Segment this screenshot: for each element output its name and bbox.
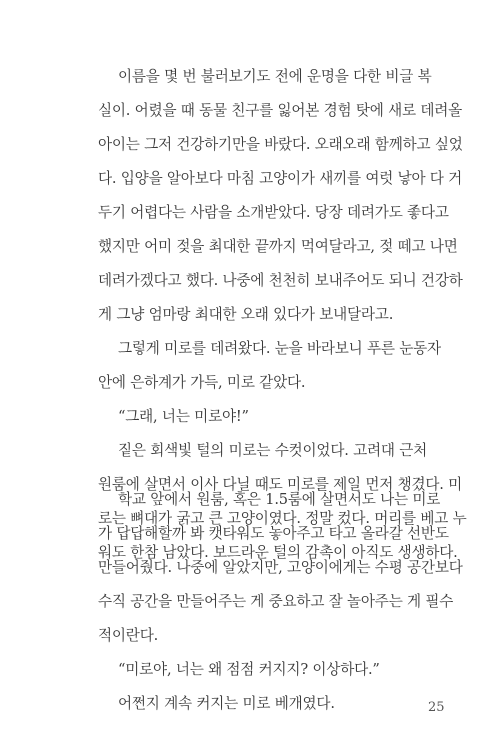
text-line: 안에 은하계가 가득, 미로 같았다. xyxy=(98,374,306,391)
text-line: 게 그냥 엄마랑 최대한 오래 있다가 보내달라고. xyxy=(98,306,394,323)
text-line: 만들어줬다. 나중에 알았지만, 고양이에게는 수평 공간보다 xyxy=(98,559,463,576)
text-line: 수직 공간을 만들어주는 게 중요하고 잘 놀아주는 게 필수 xyxy=(98,593,454,610)
text-line: 짙은 회색빛 털의 미로는 수컷이었다. 고려대 근처 xyxy=(118,442,428,459)
paragraph-block-2 xyxy=(98,483,467,721)
text-line: “미로야, 너는 왜 점점 커지지? 이상하다.” xyxy=(118,661,380,678)
page-number: 25 xyxy=(428,700,445,715)
text-line: 데려가겠다고 했다. 나중에 천천히 보내주어도 되니 건강하 xyxy=(98,272,463,289)
text-line: 했지만 어미 젖을 최대한 끝까지 먹여달라고, 젖 떼고 나면 xyxy=(98,238,458,255)
text-line: 어쩐지 계속 커지는 미로 베개였다. xyxy=(118,695,335,712)
text-line: 학교 앞에서 원룸, 혹은 1.5룸에 살면서도 나는 미로 xyxy=(118,491,441,508)
text-line: 다. 입양을 알아보다 마침 고양이가 새끼를 여럿 낳아 다 거 xyxy=(98,170,463,187)
text-line: “그래, 너는 미로야!” xyxy=(118,408,249,425)
text-line: 이름을 몇 번 불러보기도 전에 운명을 다한 비글 복 xyxy=(118,68,432,85)
text-line: 그렇게 미로를 데려왔다. 눈을 바라보니 푸른 눈동자 xyxy=(118,340,441,357)
text-line: 로는 뼈대가 굵고 큰 고양이였다. 정말 컸다. 머리를 베고 누 xyxy=(98,510,467,527)
text-line: 원룸에 살면서 이사 다닐 때도 미로를 제일 먼저 챙겼다. 미 xyxy=(98,476,463,493)
text-line: 워도 한참 남았다. 보드라운 털의 감촉이 아직도 생생하다. xyxy=(98,544,458,561)
text-line: 두기 어렵다는 사람을 소개받았다. 당장 데려가도 좋다고 xyxy=(98,204,449,221)
text-line: 가 답답해할까 봐 캣타워도 놓아주고 타고 올라갈 선반도 xyxy=(98,525,449,542)
text-line: 아이는 그저 건강하기만을 바랐다. 오래오래 함께하고 싶었 xyxy=(98,136,463,153)
text-line: 실이. 어렸을 때 동물 친구를 잃어본 경험 탓에 새로 데려올 xyxy=(98,102,463,119)
text-line: 적이란다. xyxy=(98,627,159,644)
